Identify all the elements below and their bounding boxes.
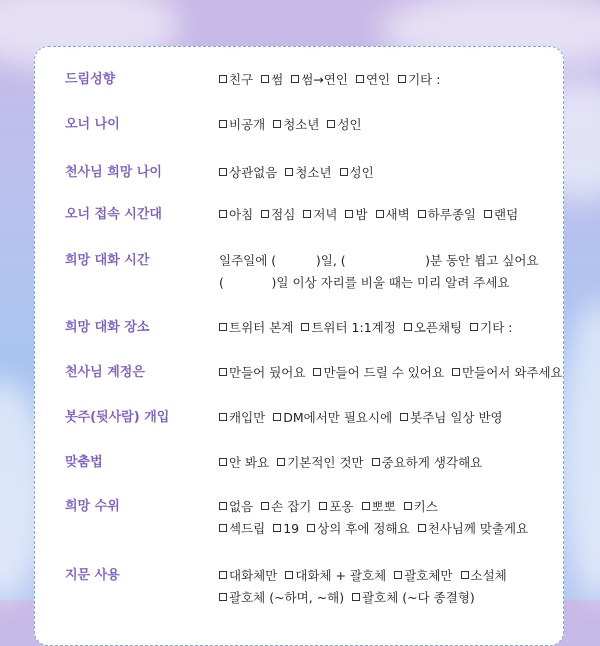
option-label: 섹드립	[229, 521, 266, 536]
checkbox-option[interactable]	[219, 162, 277, 184]
checkbox-option[interactable]	[219, 518, 265, 540]
row-label: 희망 수위	[65, 499, 120, 514]
cloud-right-low	[560, 300, 600, 600]
checkbox-square-icon[interactable]	[362, 502, 370, 510]
option-label: 19	[283, 521, 300, 536]
option-line	[219, 114, 553, 136]
option-label: 만들어 뒀어요	[229, 365, 306, 380]
option-label: 연인	[365, 72, 391, 87]
checkbox-square-icon[interactable]	[394, 571, 402, 579]
option-label: 새벽	[385, 207, 410, 222]
checkbox-square-icon[interactable]	[219, 368, 227, 376]
row-options	[219, 565, 553, 609]
option-line	[219, 565, 553, 587]
checkbox-square-icon[interactable]	[376, 210, 384, 218]
checkbox-square-icon[interactable]	[340, 168, 348, 176]
option-label: 친구	[229, 72, 254, 87]
checkbox-option[interactable]	[303, 204, 337, 226]
checkbox-option[interactable]	[400, 407, 502, 429]
option-label: 괄호체 (~다 종결형)	[362, 590, 475, 605]
checkbox-square-icon[interactable]	[461, 571, 469, 579]
checkbox-option[interactable]	[219, 317, 293, 339]
checkbox-option[interactable]	[418, 518, 529, 540]
option-label: 청소년	[295, 165, 332, 180]
row-label: 희망 대화 시간	[65, 253, 150, 268]
row-label: 오너 접속 시간대	[65, 207, 162, 222]
row-options	[219, 362, 563, 384]
checkbox-square-icon[interactable]	[219, 323, 227, 331]
option-label: 썸	[271, 72, 284, 87]
checkbox-option[interactable]	[261, 496, 311, 518]
option-label: 청소년	[283, 117, 320, 132]
checkbox-square-icon[interactable]	[273, 120, 281, 128]
option-label: 대화체 + 괄호체	[295, 568, 387, 583]
option-label: 소설체	[470, 568, 507, 583]
checkbox-option[interactable]	[273, 114, 319, 136]
row-options	[219, 452, 553, 474]
checkbox-option[interactable]	[307, 518, 409, 540]
checkbox-square-icon[interactable]	[418, 524, 426, 532]
fill-in-text[interactable]: 일주일에 ( )일, ( )분 동안 뵙고 싶어요	[219, 253, 539, 268]
option-line	[219, 362, 563, 384]
option-line	[219, 69, 553, 91]
row-label: 천사님 희망 나이	[65, 165, 162, 180]
option-line	[219, 452, 553, 474]
checkbox-option[interactable]	[404, 496, 438, 518]
checkbox-option[interactable]	[219, 362, 305, 384]
checkbox-square-icon[interactable]	[484, 210, 492, 218]
checkbox-option[interactable]	[356, 69, 390, 91]
checkbox-square-icon[interactable]	[285, 168, 293, 176]
checkbox-square-icon[interactable]	[219, 75, 227, 83]
row-label: 천사님 계정은	[65, 365, 145, 380]
checkbox-square-icon[interactable]	[219, 502, 227, 510]
option-label: 상의 후에 정해요	[317, 521, 410, 536]
checkbox-square-icon[interactable]	[219, 458, 227, 466]
checkbox-square-icon[interactable]	[313, 368, 321, 376]
option-label: 아침	[229, 207, 254, 222]
checkbox-option[interactable]	[452, 362, 563, 384]
checkbox-square-icon[interactable]	[404, 323, 412, 331]
checkbox-option[interactable]	[313, 362, 444, 384]
checkbox-option[interactable]	[219, 204, 253, 226]
checkbox-square-icon[interactable]	[291, 75, 299, 83]
option-label: 썸→연인	[301, 72, 348, 87]
row-label: 맞춤법	[65, 455, 103, 470]
option-label: 캐입만	[229, 410, 266, 425]
checkbox-option[interactable]	[273, 407, 392, 429]
checkbox-option[interactable]	[219, 565, 277, 587]
checkbox-square-icon[interactable]	[398, 75, 406, 83]
option-line	[219, 204, 553, 226]
option-line	[219, 407, 553, 429]
checkbox-square-icon[interactable]	[356, 75, 364, 83]
checkbox-square-icon[interactable]	[470, 323, 478, 331]
checkbox-option[interactable]	[398, 69, 440, 91]
checkbox-square-icon[interactable]	[219, 120, 227, 128]
row-options	[219, 317, 553, 339]
checkbox-option[interactable]	[327, 114, 361, 136]
option-label: 트위터 1:1계정	[311, 320, 396, 335]
row-options	[219, 114, 553, 136]
checkbox-option[interactable]	[261, 69, 283, 91]
checkbox-square-icon[interactable]	[261, 210, 269, 218]
option-label: 뽀뽀	[371, 499, 396, 514]
checkbox-option[interactable]	[219, 69, 253, 91]
option-label: 안 봐요	[229, 455, 270, 470]
option-label: 성인	[337, 117, 362, 132]
option-label: 대화체만	[229, 568, 278, 583]
checkbox-option[interactable]	[219, 114, 265, 136]
option-line	[219, 317, 553, 339]
checkbox-option[interactable]	[273, 518, 299, 540]
option-label: 밤	[355, 207, 368, 222]
checkbox-option[interactable]	[376, 204, 410, 226]
row-options	[219, 407, 553, 429]
option-label: 괄호체만	[404, 568, 453, 583]
option-label: 트위터 본계	[229, 320, 294, 335]
checkbox-square-icon[interactable]	[273, 413, 281, 421]
checkbox-square-icon[interactable]	[273, 524, 281, 532]
option-label: DM에서만 필요시에	[283, 410, 393, 425]
checkbox-option[interactable]	[470, 317, 512, 339]
option-label: 기타 :	[408, 72, 441, 87]
option-line	[219, 587, 553, 609]
option-label: 손 잡기	[271, 499, 312, 514]
fill-in-text[interactable]: ( )일 이상 자리를 비울 때는 미리 알려 주세요	[219, 275, 510, 290]
checkbox-square-icon[interactable]	[319, 502, 327, 510]
option-label: 괄호체 (~하며, ~해)	[229, 590, 345, 605]
row-options	[219, 162, 553, 184]
checkbox-option[interactable]	[219, 587, 344, 609]
checkbox-option[interactable]	[261, 204, 295, 226]
checkbox-square-icon[interactable]	[372, 458, 380, 466]
row-options	[219, 496, 553, 540]
checkbox-option[interactable]	[461, 565, 507, 587]
option-label: 비공개	[229, 117, 266, 132]
option-line	[219, 518, 553, 540]
checkbox-option[interactable]	[291, 69, 348, 91]
checkbox-square-icon[interactable]	[261, 502, 269, 510]
option-label: 성인	[349, 165, 374, 180]
row-label: 드림성향	[65, 72, 116, 87]
checkbox-option[interactable]	[301, 317, 395, 339]
checkbox-option[interactable]	[372, 452, 483, 474]
option-label: 저녁	[313, 207, 338, 222]
checkbox-square-icon[interactable]	[400, 413, 408, 421]
checkbox-option[interactable]	[219, 452, 269, 474]
row-options	[219, 250, 553, 294]
option-label: 점심	[271, 207, 296, 222]
checkbox-square-icon[interactable]	[327, 120, 335, 128]
checkbox-option[interactable]	[418, 204, 476, 226]
row-options	[219, 204, 553, 226]
checkbox-square-icon[interactable]	[345, 210, 353, 218]
checkbox-square-icon[interactable]	[418, 210, 426, 218]
checkbox-square-icon[interactable]	[303, 210, 311, 218]
checkbox-option[interactable]	[362, 496, 396, 518]
checkbox-square-icon[interactable]	[261, 75, 269, 83]
checkbox-option[interactable]	[219, 407, 265, 429]
checkbox-square-icon[interactable]	[219, 413, 227, 421]
checkbox-option[interactable]	[340, 162, 374, 184]
checkbox-square-icon[interactable]	[219, 168, 227, 176]
checkbox-square-icon[interactable]	[452, 368, 460, 376]
option-label: 봇주님 일상 반영	[410, 410, 503, 425]
row-label: 봇주(뒷사람) 개입	[65, 410, 170, 425]
checkbox-square-icon[interactable]	[301, 323, 309, 331]
option-line	[219, 162, 553, 184]
checkbox-square-icon[interactable]	[404, 502, 412, 510]
row-label: 지문 사용	[65, 568, 120, 583]
checkbox-option[interactable]	[404, 317, 462, 339]
checkbox-square-icon[interactable]	[219, 571, 227, 579]
checkbox-option[interactable]	[319, 496, 353, 518]
profile-form-card	[34, 46, 564, 646]
option-label: 중요하게 생각해요	[381, 455, 483, 470]
row-label: 오너 나이	[65, 117, 120, 132]
checkbox-option[interactable]	[285, 162, 331, 184]
checkbox-square-icon[interactable]	[285, 571, 293, 579]
checkbox-square-icon[interactable]	[219, 210, 227, 218]
option-label: 만들어서 와주세요	[462, 365, 563, 380]
option-label: 하루종일	[427, 207, 477, 222]
row-options	[219, 69, 553, 91]
option-label: 랜덤	[494, 207, 519, 222]
checkbox-option[interactable]	[345, 204, 367, 226]
checkbox-square-icon[interactable]	[277, 458, 285, 466]
option-line	[219, 496, 553, 518]
checkbox-square-icon[interactable]	[219, 524, 227, 532]
checkbox-option[interactable]	[352, 587, 475, 609]
checkbox-option[interactable]	[219, 496, 253, 518]
option-label: 만들어 드릴 수 있어요	[323, 365, 445, 380]
checkbox-option[interactable]	[285, 565, 386, 587]
option-label: 기본적인 것만	[287, 455, 364, 470]
option-label: 오픈채팅	[413, 320, 463, 335]
checkbox-square-icon[interactable]	[307, 524, 315, 532]
option-label: 키스	[413, 499, 438, 514]
row-label: 희망 대화 장소	[65, 320, 150, 335]
checkbox-option[interactable]	[484, 204, 518, 226]
option-label: 없음	[229, 499, 254, 514]
checkbox-option[interactable]	[394, 565, 452, 587]
option-label: 상관없음	[229, 165, 278, 180]
checkbox-option[interactable]	[277, 452, 363, 474]
option-label: 기타 :	[480, 320, 513, 335]
option-label: 천사님께 맞출게요	[427, 521, 529, 536]
option-label: 포옹	[329, 499, 354, 514]
